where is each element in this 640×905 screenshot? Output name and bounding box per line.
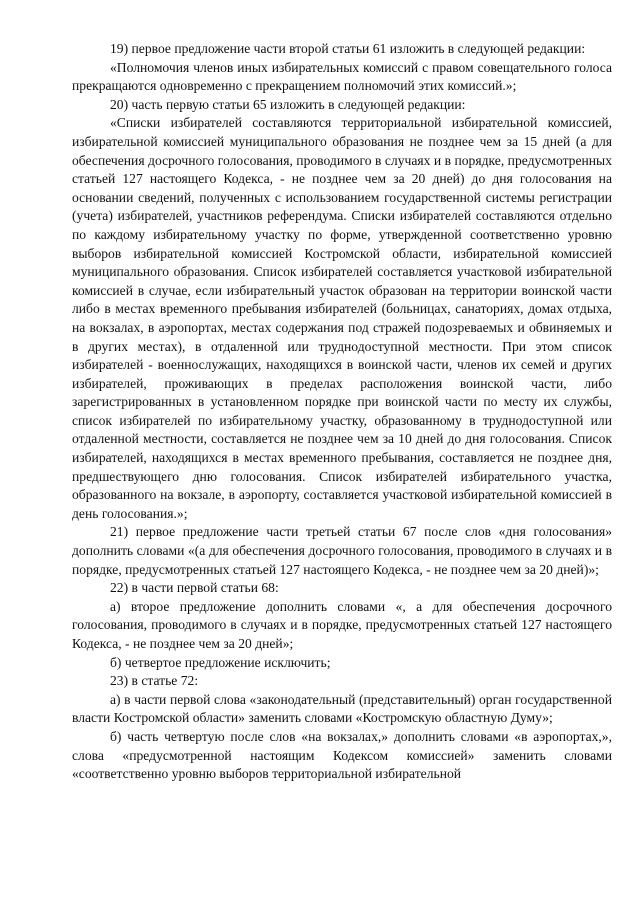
- paragraph-item-20: 20) часть первую статьи 65 изложить в следующей редакции:: [110, 96, 466, 112]
- subparagraph-22-a: а) второе предложение дополнить словами «, а для обеспечения досрочного голосования, проводимого в случаях и в порядке, предусмотренных статьей 127 настоящего Кодекса, - не позднее чем за 20 дней»;: [72, 598, 612, 651]
- paragraph-item-23: 23) в статье 72:: [110, 673, 199, 689]
- paragraph-item-21: 21) первое предложение части третьей статьи 67 после слов «дня голосования» дополнить словами «(а для обеспечения досрочного голосования, проводимого в случаях и в порядке, предусмотренных статьей 127 настоящего Кодекса, - не позднее чем за 20 дней)»;: [72, 524, 612, 577]
- quoted-text-item-20: «Списки избирателей составляются территориальной избирательной комиссией, избирательной комиссией муниципального образования не позднее чем за 15 дней (а для обеспечения досрочного голосования, проводимого в случаях и в порядке, предусмотренных статьей 127 настоящего Кодекса, - не позднее чем за 20 дней) до дня голосования на основании сведений, полученных с использованием государственной системы регистрации (учета) избирателей, участников референдума. Списки избирателей составляются отдельно по каждому избирательному участку по форме, утвержденной соответственно уровню выборов избирательной комиссией Костромской области, избирательной комиссией муниципального образования. Список избирателей составляется участковой избирательной комиссией в случае, если избирательный участок образован на территории воинской части либо в местах временного пребывания избирателей (больницах, санаториях, домах отдыха, на вокзалах, в аэропортах, местах содержания под стражей подозреваемых и обвиняемых и в других местах), в отдаленной или труднодоступной местности. При этом список избирателей - военнослужащих, находящихся в воинской части, членов их семей и других избирателей, проживающих в пределах расположения воинской части, либо зарегистрированных в установленном порядке при воинской части по месту их службы, список избирателей по избирательному участку, образованному в труднодоступной или отдаленной местности, составляется не позднее чем за 10 дней до дня голосования. Список избирателей, находящихся в местах временного пребывания, составляется не позднее дня, предшествующего дню голосования. Список избирателей избирательного участка, образованного на вокзале, в аэропорту, составляется участковой избирательной комиссией в день голосования.»;: [72, 115, 612, 521]
- subparagraph-22-b: б) четвертое предложение исключить;: [110, 654, 331, 670]
- subparagraph-23-b: б) часть четвертую после слов «на вокзалах,» дополнить словами «в аэропортах,», слова «предусмотренной настоящим Кодексом комиссией» заменить словами «соответственно уровню выборов территориальной избирательной: [72, 728, 612, 782]
- document-page: [72, 40, 612, 784]
- subparagraph-23-a: а) в части первой слова «законодательный (представительный) орган государственной власти Костромской области» заменить словами «Костромскую областную Думу»;: [72, 691, 612, 726]
- quoted-text-item-19: «Полномочия членов иных избирательных комиссий с правом совещательного голоса прекращаются одновременно с прекращением полномочий этих комиссий.»;: [72, 59, 612, 94]
- paragraph-item-19: 19) первое предложение части второй статьи 61 изложить в следующей редакции:: [110, 41, 586, 56]
- paragraph-item-22: 22) в части первой статьи 68:: [110, 580, 279, 596]
